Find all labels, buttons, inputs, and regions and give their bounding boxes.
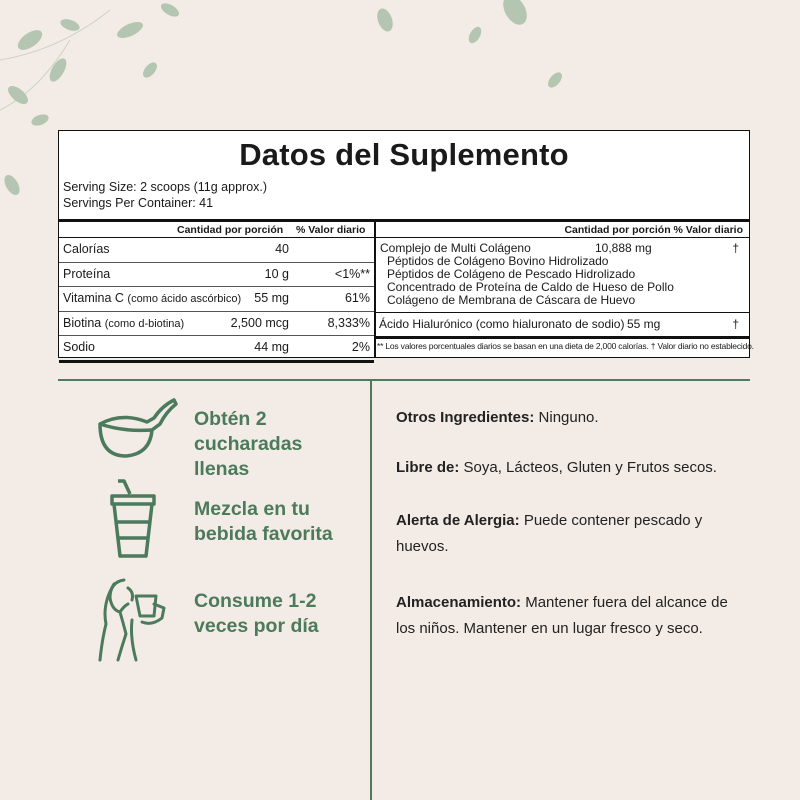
multi-collagen-name: Complejo de Multi Colágeno [380,241,531,255]
column-divider-vertical [370,380,372,800]
table-row: Proteína 10 g <1%** [59,263,374,288]
multi-collagen-amount: 10,888 mg [595,241,652,255]
allergy-alert: Alerta de Alergia: Puede contener pescado y huevos. [396,512,703,555]
servings-per-container: Servings Per Container: 41 [63,196,214,210]
footnote: ** Los valores porcentuales diarios se basan en una dieta de 2,000 calorías. † Valor diario no establecido. [377,341,754,351]
right-table-header: Cantidad por porción % Valor diario [375,219,749,238]
multi-collagen-dv: † [732,241,739,255]
cup-icon [108,478,158,560]
table-row: Sodio 44 mg 2% [59,336,374,363]
hyaluronic-acid-dv: † [732,317,739,331]
scoop-icon [92,392,182,466]
other-ingredients: Otros Ingredientes: Ninguno. [396,409,599,426]
divider [375,336,749,339]
hyaluronic-acid-name: Ácido Hialurónico (como hialuronato de sodio) [379,317,625,331]
sub-ingredient: Colágeno de Membrana de Cáscara de Huevo [387,293,636,307]
step-scoop: Obtén 2 cucharadas llenas [194,408,303,480]
hyaluronic-acid-amount: 55 mg [627,317,661,331]
storage: Almacenamiento: Mantener fuera del alcance de los niños. Mantener en un lugar fresco y seco. [396,594,728,637]
sub-ingredient: Concentrado de Proteína de Caldo de Hueso de Pollo [387,280,674,294]
divider [375,312,749,313]
right-table [375,219,749,359]
left-table-header [59,219,374,238]
drinking-woman-icon [96,574,182,664]
free-from: Libre de: Soya, Lácteos, Gluten y Frutos secos. [396,459,717,476]
step-consume: Consume 1-2 veces por día [194,590,319,637]
left-table [59,219,374,363]
left-header-amount: Cantidad por porción [177,224,284,236]
sub-ingredient: Péptidos de Colágeno Bovino Hidrolizado [387,254,609,268]
left-header-dv: % Valor diario [296,224,366,236]
supplement-facts-panel [58,130,754,358]
panel-title: Datos del Suplemento [239,137,569,172]
table-row: Biotina (como d-biotina) 2,500 mcg 8,333% [59,312,374,337]
section-divider [58,379,750,381]
step-mix: Mezcla en tu bebida favorita [194,498,333,545]
table-row: Calorías 40 [59,238,374,263]
serving-size: Serving Size: 2 scoops (11g approx.) [63,180,268,194]
sub-ingredient: Péptidos de Colágeno de Pescado Hidrolizado [387,267,636,281]
table-row: Vitamina C (como ácido ascórbico) 55 mg 61% [59,287,374,312]
